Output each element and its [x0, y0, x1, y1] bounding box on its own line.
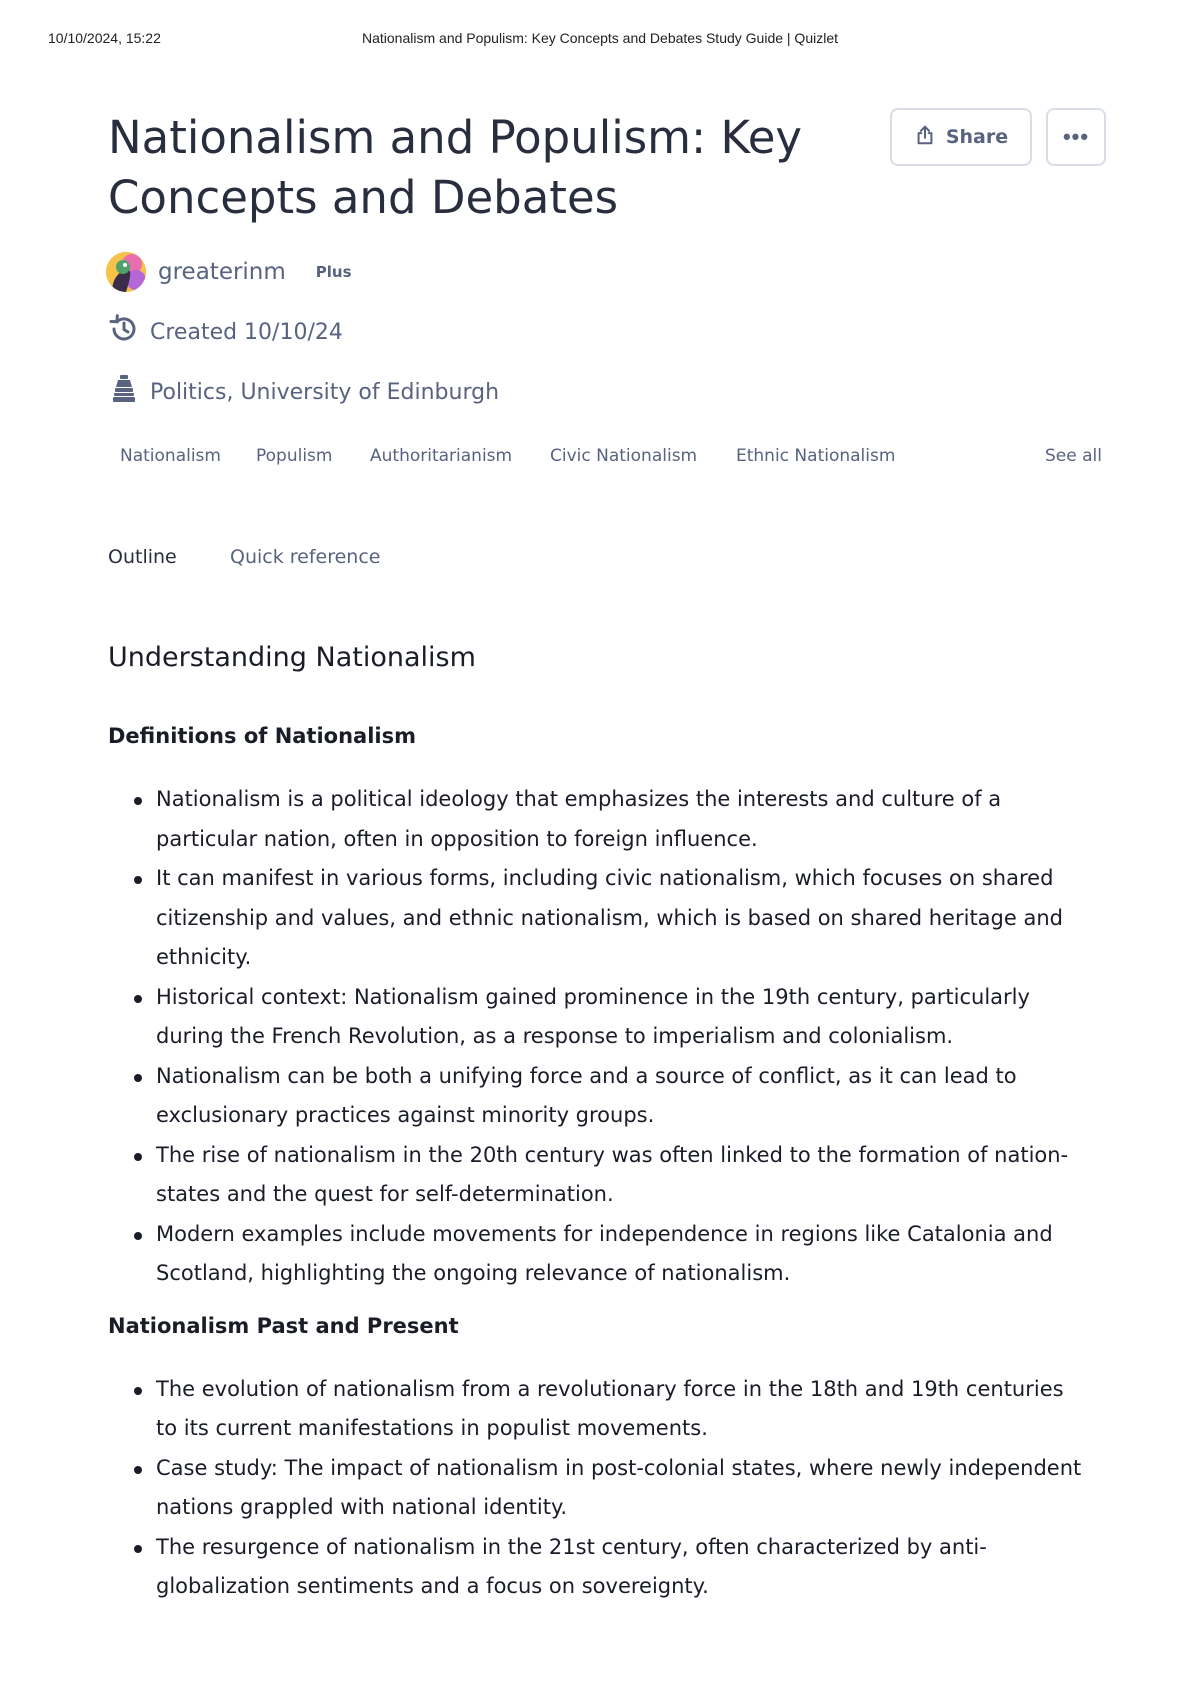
subsection-heading: Nationalism Past and Present [108, 1313, 459, 1338]
history-icon [108, 313, 150, 351]
list-item: The rise of nationalism in the 20th century was often linked to the formation of nation-states and the quest for self-determination. [130, 1136, 1088, 1215]
tag-authoritarianism[interactable]: Authoritarianism [370, 446, 513, 466]
see-all-tags-link[interactable]: See all [1045, 446, 1102, 466]
school-icon [108, 373, 150, 411]
created-row [108, 315, 343, 349]
subsection-heading: Definitions of Nationalism [108, 724, 416, 748]
list-item: The resurgence of nationalism in the 21st century, often characterized by anti-globalization sentiments and a focus on sovereignty. [130, 1528, 1088, 1607]
avatar[interactable] [106, 252, 146, 292]
list-item: Nationalism can be both a unifying force and a source of conflict, as it can lead to exclusionary practices against minority groups. [130, 1057, 1088, 1136]
author-row [106, 252, 352, 292]
print-page-title: Nationalism and Populism: Key Concepts and Debates Study Guide | Quizlet [362, 30, 838, 46]
author-name[interactable]: greaterinm [158, 259, 286, 285]
share-icon [914, 124, 936, 151]
tag-civic-nationalism[interactable]: Civic Nationalism [550, 446, 698, 466]
tab-outline[interactable]: Outline [108, 546, 177, 568]
bullet-list [130, 1370, 1088, 1607]
print-header [0, 30, 1200, 50]
list-item: Modern examples include movements for independence in regions like Catalonia and Scotland, highlighting the ongoing relevance of nationalism. [130, 1215, 1088, 1294]
print-datetime: 10/10/2024, 15:22 [48, 30, 161, 46]
list-item: Case study: The impact of nationalism in post-colonial states, where newly independent nations grappled with national identity. [130, 1449, 1088, 1528]
tag-list [120, 446, 1102, 470]
course-name[interactable]: Politics, University of Edinburgh [150, 379, 500, 405]
list-item: Historical context: Nationalism gained prominence in the 19th century, particularly during the French Revolution, as a response to imperialism and colonialism. [130, 978, 1088, 1057]
tab-quick-reference[interactable]: Quick reference [230, 546, 381, 568]
list-item: Nationalism is a political ideology that emphasizes the interests and culture of a particular nation, often in opposition to foreign influence. [130, 780, 1088, 859]
study-guide-content [108, 640, 1088, 1607]
tag-populism[interactable]: Populism [256, 446, 333, 466]
more-options-icon: ••• [1062, 124, 1090, 149]
tag-ethnic-nationalism[interactable]: Ethnic Nationalism [736, 446, 896, 466]
list-item: The evolution of nationalism from a revolutionary force in the 18th and 19th centuries to its current manifestations in populist movements. [130, 1370, 1088, 1449]
page-title: Nationalism and Populism: Key Concepts and Debates [108, 111, 803, 224]
created-date: Created 10/10/24 [150, 319, 343, 345]
section-heading: Understanding Nationalism [108, 642, 476, 673]
course-row [108, 375, 499, 409]
list-item: It can manifest in various forms, including civic nationalism, which focuses on shared citizenship and values, and ethnic nationalism, which is based on shared heritage and ethnicity. [130, 859, 1088, 978]
more-options-button[interactable] [1046, 108, 1106, 166]
share-button[interactable] [890, 108, 1032, 166]
plus-badge: Plus [315, 263, 352, 281]
bullet-list [130, 780, 1088, 1294]
tag-nationalism[interactable]: Nationalism [120, 446, 221, 466]
share-label: Share [945, 126, 1009, 148]
